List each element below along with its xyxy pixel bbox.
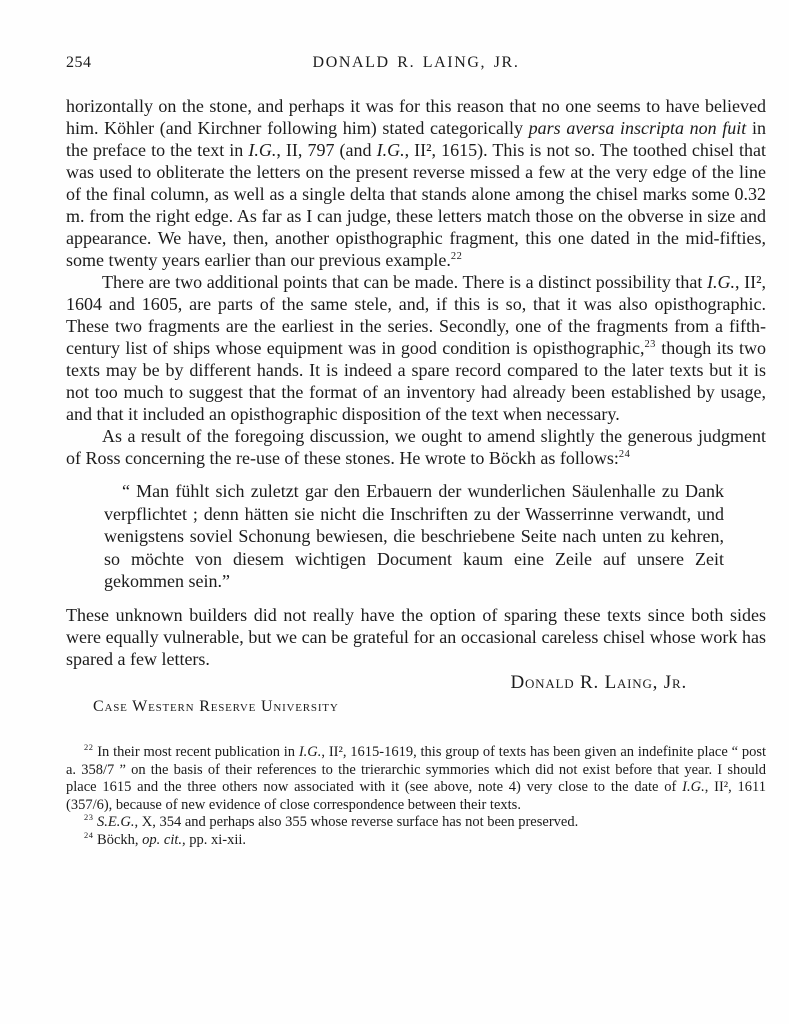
running-head: DONALD R. LAING, JR. xyxy=(312,54,520,71)
footnote-23: $^{23}$ S.E.G., X, 354 and perhaps also 355 whose reverse surface has not been preserved. xyxy=(84,813,579,831)
body-paragraph-ross-judgment: As a result of the foregoing discussion, we ought to amend slightly the generous judgment of Ross concerning the re-use of these stones. He wrote to Böckh as follows:$^{24}$ xyxy=(66,426,766,468)
text-column xyxy=(66,54,766,850)
footnote-24: $^{24}$ Böckh, op. cit., pp. xi-xii. xyxy=(84,831,247,848)
footnotes-section xyxy=(66,744,766,850)
author-affiliation: Case Western Reserve University xyxy=(93,697,339,715)
footnote-22: $^{22}$ In their most recent publication in I.G., II², 1615-1619, this group of texts has been given an indefinite place “ post a. 358/7 ” on the basis of their references to the trierarchic symmories which did not exist before that year. I should place 1615 and the three others now associated with it (see above, note 4) very close to the date of I.G., II², 1611 (357/6), because of new evidence of close correspondence between their texts. xyxy=(66,743,767,813)
author-signature: Donald R. Laing, Jr. xyxy=(510,671,687,693)
german-quotation-block: “ Man fühlt sich zuletzt gar den Erbauern der wunderlichen Säulenhalle zu Dank verpflichtet ; denn hätten sie nicht die Inschriften zu der Wasserrinne verwandt, und wenigstens soviel Schonung bewiesen, die beschriebene Seite nach unten zu kehren, so möchte von diesem wichtigen Document kaum eine Zeile auf unsere Zeit gekommen sein.” xyxy=(104,481,724,592)
body-paragraph-continuation: horizontally on the stone, and perhaps it was for this reason that no one seems to have believed him. Köhler (and Kirchner following him) stated categorically pars aversa inscripta non fuit in the preface to the text in I.G., II, 797 (and I.G., II², 1615). This is not so. The toothed chisel that was used to obliterate the letters on the present reverse missed a few at the very edge of the line of the final column, as well as a single delta that stands alone among the chisel marks some 0.32 m. from the right edge. As far as I can judge, these letters match those on the obverse in size and appearance. We have, then, another opisthographic fragment, this one dated in the mid-fifties, some twenty years earlier than our previous example.$^{22}$ xyxy=(66,96,766,270)
body-paragraph-two-points: There are two additional points that can be made. There is a distinct possibility that I.G., II², 1604 and 1605, are parts of the same stele, and, if this is so, that it was also opisthographic. These two fragments are the earliest in the series. Secondly, one of the fragments from a fifth-century list of ships whose equipment was in good condition is opisthographic,$^{23}$ though its two texts may be by different hands. It is indeed a spare record compared to the later texts but it is not too much to suggest that the format of an inventory had already been established by usage, and that it included an opisthographic disposition of the text when necessary. xyxy=(66,272,766,424)
body-paragraph-closing: These unknown builders did not really have the option of sparing these texts since both sides were equally vulnerable, but we can be grateful for an occasional careless chisel whose work has spared a few letters. xyxy=(66,604,766,669)
page-number: 254 xyxy=(66,54,92,71)
page-header xyxy=(66,54,766,76)
